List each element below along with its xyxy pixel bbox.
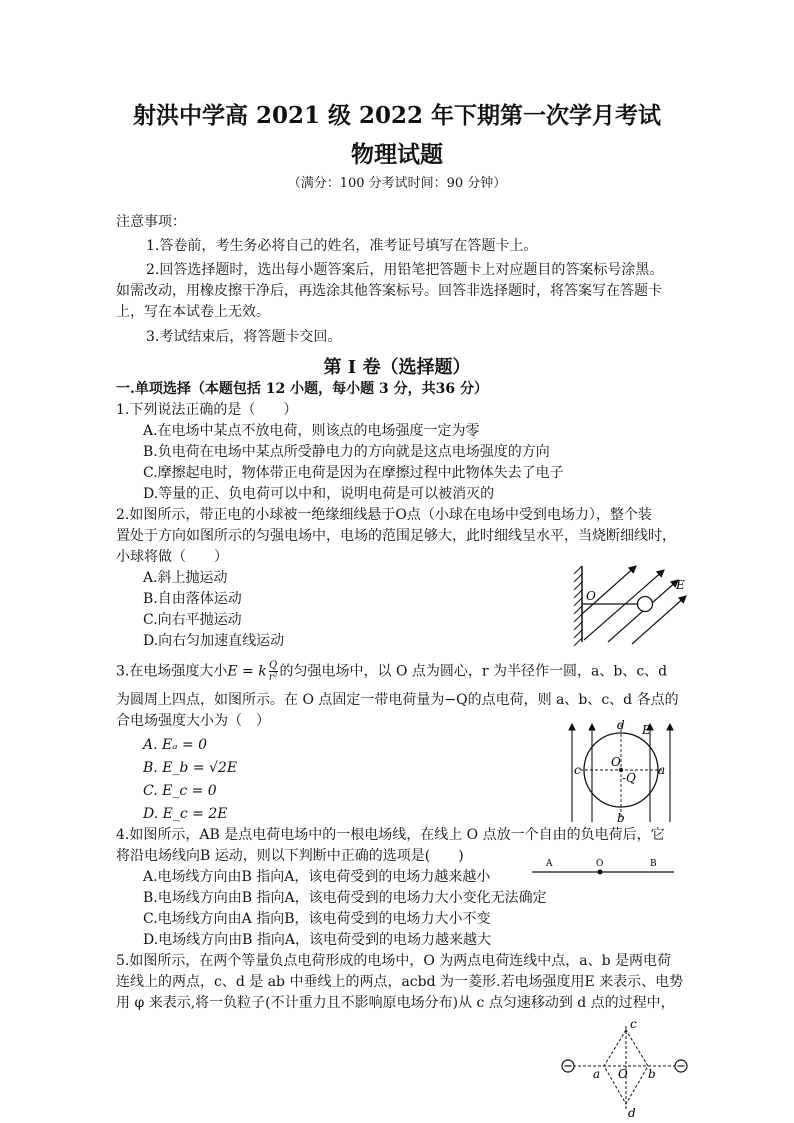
point-a-label: A [546, 859, 553, 869]
q3-stem-start: 3.在电场强度大小 [116, 663, 228, 680]
q1-option-c: C.摩擦起电时，物体带正电荷是因为在摩擦过程中此物体失去了电子 [143, 465, 564, 481]
q3-stem: 合电场强度大小为（ ） [116, 713, 270, 729]
notice-item: 1.答卷前，考生务必将自己的姓名，准考证号填写在答题卡上。 [146, 238, 538, 254]
q5-stem: 5.如图所示，在两个等量负点电荷形成的电场中，O 为两点电荷连线中点，a、b 是两电荷 [116, 953, 672, 969]
exam-info: （满分：100 分考试时间：90 分钟） [287, 176, 507, 191]
point-b-label: b [648, 1067, 656, 1081]
q4-option-a: A.电场线方向由B 指向A，该电荷受到的电场力越来越小 [143, 869, 491, 885]
q3-option-a: A. Eₐ = 0 [143, 737, 208, 753]
q3-formula-lhs: E = k [227, 663, 267, 680]
point-o-label: O [618, 1067, 628, 1081]
q2-stem: 置处于方向如图所示的匀强电场中，电场的范围足够大，此时细线呈水平，当烧断细线时， [116, 528, 676, 544]
point-b-label: B [650, 859, 657, 869]
q5-stem: 用 φ 来表示,将一负粒子(不计重力且不影响原电场分布)从 c 点匀速移动到 d 点的过程中， [116, 995, 675, 1011]
q2-stem: 2.如图所示，带正电的小球被一绝缘细线悬于O点（小球在电场中受到电场力），整个装 [116, 507, 652, 523]
q1-option-b: B.负电荷在电场中某点所受静电力的方向就是这点电场强度的方向 [143, 444, 550, 460]
q4-option-d: D.电场线方向由B 指向A，该电荷受到的电场力越来越大 [143, 932, 492, 948]
q2-option-a: A.斜上抛运动 [143, 570, 228, 586]
notice-item: 上，写在本试卷上无效。 [116, 304, 270, 320]
q3-figure [562, 718, 682, 826]
q1-option-d: D.等量的正、负电荷可以中和，说明电荷是可以被消灭的 [143, 486, 495, 502]
q5-figure [560, 1016, 690, 1120]
q2-option-c: C.向右平抛运动 [143, 612, 242, 628]
point-b-label: b [617, 811, 625, 825]
point-d-label: d [617, 718, 625, 732]
q3-fraction-num: Q [269, 660, 278, 671]
q3-option-b: B. E_b = √2E [143, 760, 238, 776]
q2-option-b: B.自由落体运动 [143, 591, 242, 607]
subject-title: 物理试题 [351, 141, 443, 168]
field-e-label: E [676, 578, 685, 592]
q4-option-b: B.电场线方向由B 指向A，该电荷受到的电场力大小变化无法确定 [143, 890, 547, 906]
point-o-label: O [611, 755, 621, 769]
point-a-label: a [658, 763, 666, 777]
q5-stem: 连线上的两点，c、d 是 ab 中垂线上的两点，acbd 为一菱形.若电场强度用E 来表示、电势 [116, 974, 684, 990]
q1-stem: 1.下列说法正确的是（ ） [116, 402, 298, 418]
q3-option-c: C. E_c = 0 [143, 783, 217, 799]
exam-title: 射洪中学高 2021 级 2022 年下期第一次学月考试 [132, 102, 662, 129]
q3-fraction [269, 660, 278, 683]
section-title: 第 I 卷（选择题） [323, 357, 471, 378]
point-o-label: O [586, 589, 596, 603]
notice-item: 如需改动，用橡皮擦干净后，再选涂其他答案标号。回答非选择题时，将答案写在答题卡 [116, 283, 662, 299]
q3-stem-end: 的匀强电场中，以 O 点为圆心，r 为半径作一圆，a、b、c、d [279, 663, 668, 680]
q3-fraction-den: r² [268, 672, 278, 683]
point-a-label: a [593, 1067, 601, 1081]
charge-q-label: -Q [622, 771, 636, 785]
q4-stem: 4.如图所示，AB 是点电荷电场中的一根电场线，在线上 O 点放一个自由的负电荷后，它 [116, 827, 665, 843]
notice-heading: 注意事项： [116, 214, 186, 230]
q4-figure [528, 856, 678, 880]
part-title: 一.单项选择（本题包括 12 小题，每小题 3 分，共36 分） [116, 381, 488, 397]
point-c-label: c [574, 763, 581, 777]
notice-item: 2.回答选择题时，选出每小题答案后，用铅笔把答题卡上对应题目的答案标号涂黑。 [146, 262, 664, 278]
q4-option-c: C.电场线方向由A 指向B，该电荷受到的电场力大小不变 [143, 911, 491, 927]
charged-ball [638, 597, 653, 612]
q4-stem: 将沿电场线向B 运动，则以下判断中正确的选项是( ) [116, 848, 464, 864]
wall-hatch [574, 566, 582, 646]
field-e-label: E [642, 723, 651, 737]
q2-stem: 小球将做（ ） [116, 549, 228, 565]
field-lines [582, 566, 686, 644]
point-c-label: c [630, 1017, 637, 1031]
q2-figure [568, 562, 692, 648]
q3-option-d: D. E_c = 2E [143, 806, 228, 822]
point-o-dot [598, 870, 603, 875]
point-d-label: d [628, 1106, 636, 1120]
q3-stem: 为圆周上四点，如图所示。在 O 点固定一带电荷量为−Q的点电荷，则 a、b、c、d 各点的 [116, 692, 679, 708]
point-o-label: O [596, 859, 604, 869]
q3-stem [116, 660, 667, 683]
q2-option-d: D.向右匀加速直线运动 [143, 633, 285, 649]
notice-item: 3.考试结束后，将答题卡交回。 [146, 329, 342, 345]
q1-option-a: A.在电场中某点不放电荷，则该点的电场强度一定为零 [143, 423, 480, 439]
